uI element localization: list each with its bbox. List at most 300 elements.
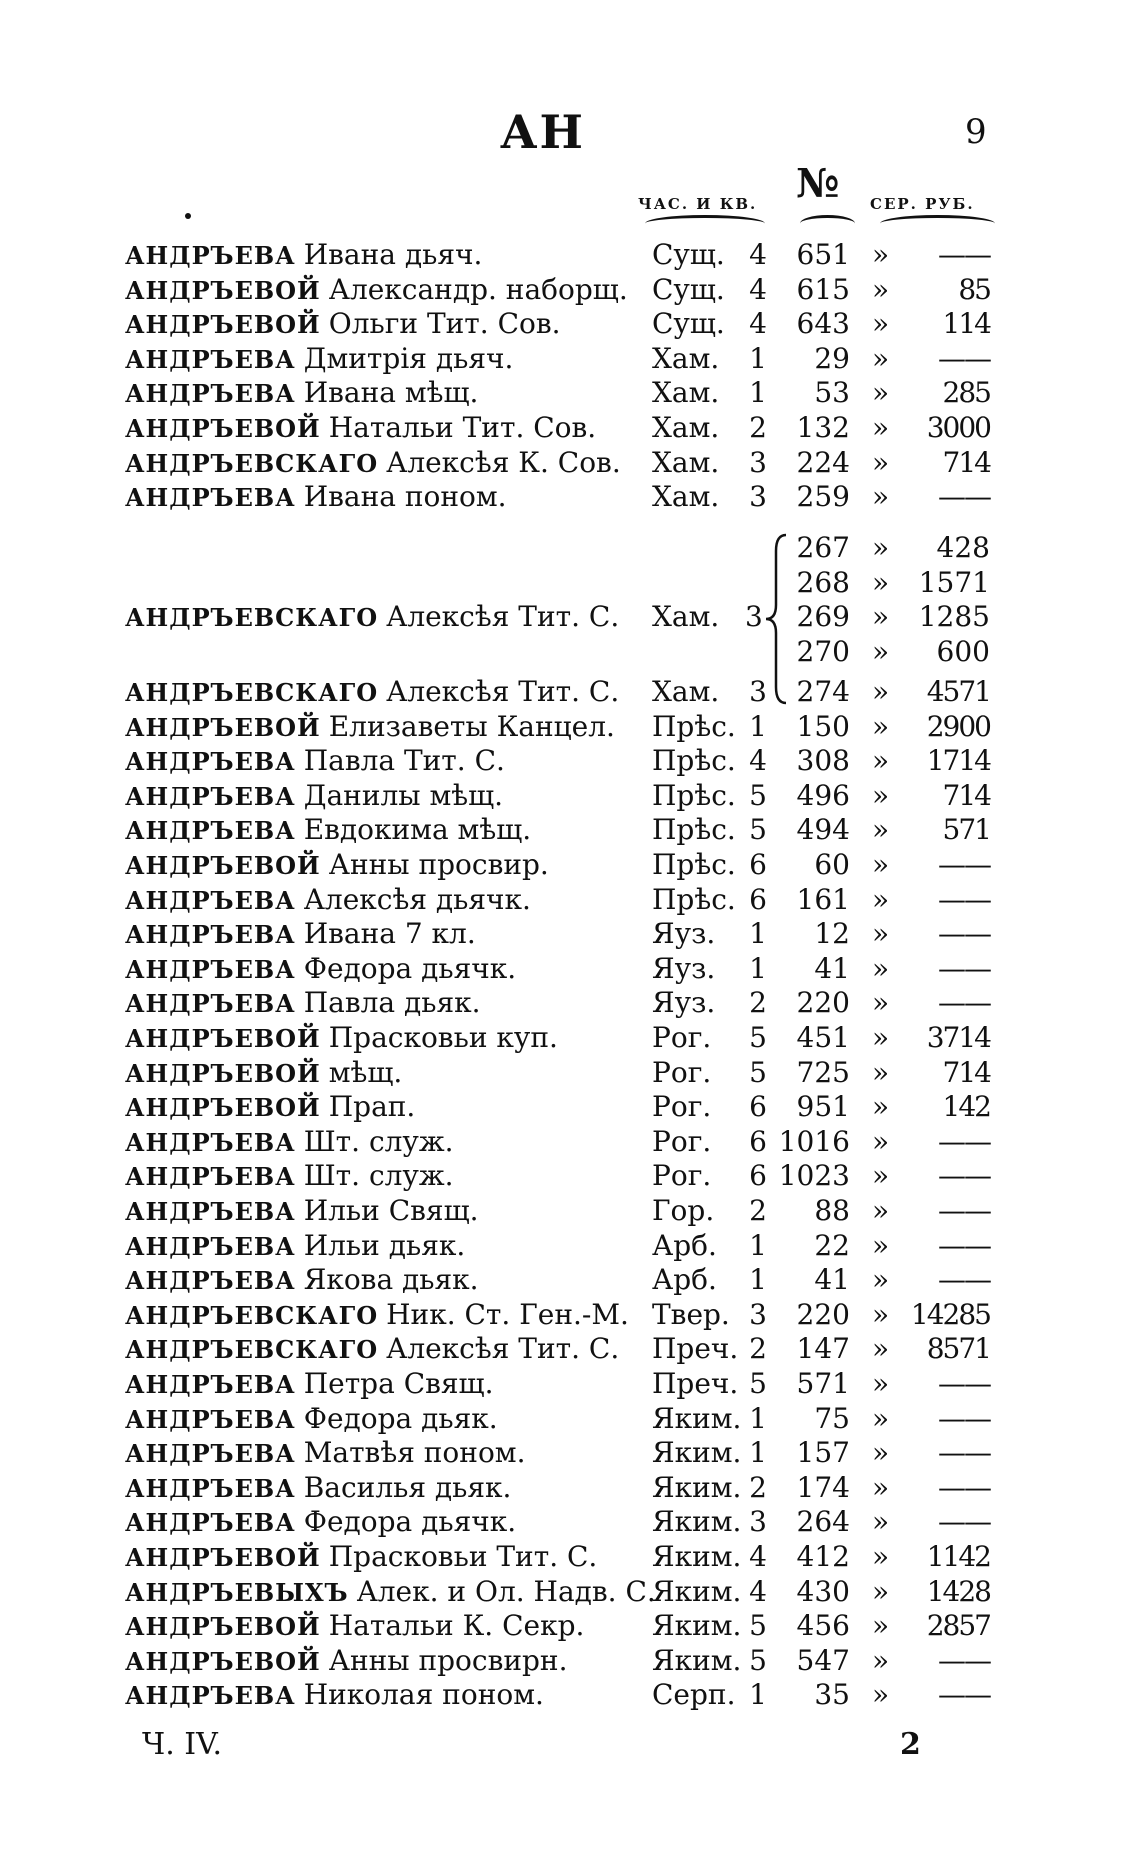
directory-entry	[0, 238, 1140, 272]
entry-ditto-mark: »	[872, 238, 890, 271]
directory-entry	[0, 1056, 1140, 1090]
entry-ditto-mark: »	[872, 1643, 890, 1677]
entry-house-number: 41	[814, 951, 850, 985]
entry-name: Елизаветы Канцел.	[328, 709, 615, 743]
entry-ditto-mark: »	[872, 445, 890, 479]
entry-house-number: 75	[814, 1401, 850, 1435]
entry-surname: АНДРЪЕВА Шт. служ.	[125, 1124, 454, 1158]
directory-entry	[0, 1159, 1140, 1193]
entry-house-number: 951	[796, 1090, 850, 1124]
entry-surname: АНДРЪЕВА Ильи дьяк.	[125, 1228, 466, 1262]
grouped-entry-line	[0, 635, 1140, 669]
entry-surname: АНДРЪЕВА Ивана 7 кл.	[125, 917, 476, 951]
directory-entry	[0, 307, 1140, 341]
entry-quarter: Прѣс.	[652, 813, 736, 847]
entry-surname: АНДРЪЕВА Павла Тит. С.	[125, 744, 505, 778]
entry-ditto-mark: »	[872, 376, 890, 410]
entry-house-number: 35	[814, 1678, 850, 1712]
directory-entry	[0, 1125, 1140, 1159]
entry-silver-amount: ——	[938, 1367, 990, 1400]
entry-name: Дмитрія дьяч.	[303, 341, 514, 375]
entry-name: Петра Свящ.	[303, 1367, 494, 1400]
entry-name: Ивана дьяч.	[303, 238, 483, 271]
directory-entry	[0, 1505, 1140, 1539]
entry-surname: АНДРЪЕВА Николая поном.	[125, 1678, 544, 1712]
entry-surname: АНДРЪЕВА Василья дьяк.	[125, 1470, 512, 1504]
entry-surname: АНДРЪЕВСКАГО Ник. Ст. Ген.-М.	[125, 1297, 629, 1331]
entry-name: Павла дьяк.	[303, 986, 481, 1020]
entry-ditto-mark: »	[872, 480, 890, 514]
entry-ditto-mark: »	[872, 1228, 890, 1262]
entry-quarter: Рог.	[652, 1090, 712, 1124]
entry-surname: АНДРЪЕВОЙ Прасковьи Тит. С.	[125, 1540, 598, 1573]
footer-signature-mark: 2	[900, 1727, 921, 1762]
entry-silver-amount: ——	[938, 1263, 990, 1297]
entry-quarter: Яким.	[652, 1401, 742, 1435]
directory-entry	[0, 1298, 1140, 1332]
entry-surname: АНДРЪЕВА Якова дьяк.	[125, 1263, 479, 1297]
directory-entry	[0, 1021, 1140, 1055]
entry-surname: АНДРЪЕВА Шт. служ.	[125, 1159, 454, 1193]
entry-district: 5	[749, 778, 767, 812]
entry-quarter: Гор.	[652, 1194, 715, 1227]
entry-ditto-mark: »	[872, 1090, 890, 1124]
entry-surname: АНДРЪЕВА Дмитрія дьяч.	[125, 341, 514, 375]
entry-district: 1	[749, 341, 767, 375]
entry-silver-amount: 14285	[910, 1297, 990, 1331]
entry-district: 3	[749, 1297, 767, 1331]
entry-surname: АНДРЪЕВОЙ Елизаветы Канцел.	[125, 709, 615, 743]
entry-quarter: Прѣс.	[652, 882, 736, 916]
entry-house-number: 267	[796, 531, 850, 564]
entry-district: 3	[749, 1505, 767, 1539]
entry-house-number: 220	[796, 1297, 850, 1331]
entry-house-number: 29	[814, 341, 850, 375]
entry-district: 3	[749, 480, 767, 514]
entry-name: Ник. Ст. Ген.-М.	[386, 1297, 629, 1331]
entry-district: 5	[749, 1021, 767, 1054]
entry-silver-amount: 8571	[926, 1332, 990, 1366]
entry-name: Якова дьяк.	[303, 1263, 479, 1297]
entry-name: Алексѣя Тит. С.	[386, 1332, 620, 1366]
entry-house-number: 1023	[778, 1159, 850, 1193]
entry-silver-amount: ——	[938, 1228, 990, 1262]
entry-surname: АНДРЪЕВОЙ Ольги Тит. Сов.	[125, 307, 561, 341]
entry-house-number: 643	[796, 307, 850, 341]
entry-quarter: Рог.	[652, 1124, 712, 1158]
entry-ditto-mark: »	[872, 848, 890, 881]
entry-ditto-mark: »	[872, 1021, 890, 1054]
entry-quarter: Хам.	[652, 376, 720, 410]
entry-ditto-mark: »	[872, 744, 890, 778]
entry-silver-amount: 714	[942, 778, 990, 812]
entry-ditto-mark: »	[872, 1470, 890, 1504]
entry-name: Ивана поном.	[303, 480, 507, 514]
entry-surname: АНДРЪЕВА Ивана поном.	[125, 480, 507, 514]
directory-entry	[0, 883, 1140, 917]
entry-name: Василья дьяк.	[303, 1470, 512, 1504]
entry-silver-amount: 1142	[926, 1540, 990, 1573]
entry-silver-amount: ——	[938, 951, 990, 985]
entry-ditto-mark: »	[872, 882, 890, 916]
entry-silver-amount: 142	[942, 1090, 990, 1124]
entry-silver-amount: ——	[938, 1124, 990, 1158]
entry-name: Матвѣя поном.	[303, 1436, 526, 1470]
entry-district: 6	[749, 1124, 767, 1158]
entry-name: Ильи Свящ.	[303, 1194, 479, 1227]
entry-name: Алексѣя Тит. С.	[386, 600, 620, 633]
directory-entry	[0, 813, 1140, 847]
entry-silver-amount: ——	[938, 480, 990, 514]
entry-ditto-mark: »	[872, 1263, 890, 1297]
entry-district: 1	[749, 951, 767, 985]
entry-district: 2	[749, 1332, 767, 1366]
entry-quarter: Сущ.	[652, 307, 725, 341]
directory-entry	[0, 1194, 1140, 1228]
entry-surname: АНДРЪЕВОЙ Александр. наборщ.	[125, 272, 628, 306]
entry-silver-amount: 571	[942, 813, 990, 847]
entry-silver-amount: 4571	[926, 675, 990, 708]
entry-name: Прасковьи Тит. С.	[328, 1540, 598, 1573]
entry-surname: АНДРЪЕВОЙ Натальи Тит. Сов.	[125, 411, 597, 444]
entry-quarter: Хам.	[652, 445, 720, 479]
header-flourish	[800, 215, 855, 232]
entry-house-number: 157	[796, 1436, 850, 1470]
directory-entry	[0, 342, 1140, 376]
entry-quarter: Рог.	[652, 1021, 712, 1054]
entry-silver-amount: 1571	[918, 565, 990, 599]
entry-silver-amount: 600	[936, 634, 990, 668]
entry-district: 4	[749, 307, 767, 341]
entry-district: 1	[749, 917, 767, 951]
entry-silver-amount: ——	[938, 882, 990, 916]
entry-surname: АНДРЪЕВОЙ Прасковьи куп.	[125, 1021, 558, 1054]
entry-district: 5	[749, 1367, 767, 1400]
entry-silver-amount: ——	[938, 1505, 990, 1539]
grouped-entry-line	[0, 600, 1140, 634]
entry-name: Федора дьячк.	[303, 1505, 517, 1539]
entry-name: Павла Тит. С.	[303, 744, 505, 778]
directory-entry	[0, 675, 1140, 709]
directory-entry	[0, 1609, 1140, 1643]
entry-ditto-mark: »	[872, 307, 890, 341]
entry-quarter: Яким.	[652, 1505, 742, 1539]
entry-silver-amount: 114	[942, 307, 990, 341]
entry-name: Натальи К. Секр.	[328, 1609, 585, 1643]
entry-name: Ильи дьяк.	[303, 1228, 466, 1262]
entry-district: 4	[749, 1574, 767, 1608]
entry-quarter: Хам.	[652, 675, 720, 708]
entry-quarter: Яким.	[652, 1540, 742, 1573]
entry-house-number: 88	[814, 1194, 850, 1227]
entry-house-number: 456	[796, 1609, 850, 1643]
entry-house-number: 725	[796, 1055, 850, 1089]
entry-silver-amount: 2857	[926, 1609, 990, 1643]
entry-district: 4	[749, 744, 767, 778]
column-header-quarter: ЧАС. И КВ.	[638, 195, 758, 213]
entry-house-number: 651	[796, 238, 850, 271]
directory-entry	[0, 1471, 1140, 1505]
entry-surname: АНДРЪЕВОЙ Анны просвирн.	[125, 1643, 568, 1677]
entry-quarter: Хам.	[652, 411, 720, 444]
grouped-entry-line	[0, 531, 1140, 565]
entry-district: 4	[749, 1540, 767, 1573]
directory-entry	[0, 1644, 1140, 1678]
entry-silver-amount: 1285	[918, 600, 990, 634]
entry-ditto-mark: »	[872, 531, 890, 564]
entry-quarter: Прѣс.	[652, 848, 736, 881]
entry-district: 1	[749, 376, 767, 410]
footer-part-label: Ч. IV.	[142, 1727, 223, 1762]
entry-quarter: Яким.	[652, 1574, 742, 1608]
entry-house-number: 224	[796, 445, 850, 479]
entry-district: 5	[749, 1609, 767, 1643]
entry-silver-amount: ——	[938, 1436, 990, 1470]
directory-entry	[0, 1678, 1140, 1712]
entry-house-number: 274	[796, 675, 850, 708]
directory-entry	[0, 848, 1140, 882]
entry-quarter: Рог.	[652, 1159, 712, 1193]
entry-surname: АНДРЪЕВА Ильи Свящ.	[125, 1194, 479, 1227]
entry-quarter: Арб.	[652, 1228, 717, 1262]
entry-quarter: Яким.	[652, 1436, 742, 1470]
column-header-number: №	[796, 160, 840, 207]
page-number: 9	[965, 112, 987, 152]
entry-house-number: 571	[796, 1367, 850, 1400]
entry-name: Анны просвир.	[328, 848, 549, 881]
entry-district: 2	[749, 1470, 767, 1504]
entry-quarter: Прѣс.	[652, 778, 736, 812]
entry-house-number: 430	[796, 1574, 850, 1608]
entry-name: Ивана 7 кл.	[303, 917, 476, 951]
directory-entry	[0, 376, 1140, 410]
entry-district: 3	[749, 675, 767, 708]
header-flourish	[880, 215, 995, 232]
entry-house-number: 259	[796, 480, 850, 514]
entry-quarter: Серп.	[652, 1678, 736, 1712]
entry-ditto-mark: »	[872, 1436, 890, 1470]
entry-district: 5	[749, 813, 767, 847]
entry-silver-amount: ——	[938, 848, 990, 881]
entry-quarter: Яким.	[652, 1470, 742, 1504]
entry-ditto-mark: »	[872, 1678, 890, 1712]
entry-ditto-mark: »	[872, 1124, 890, 1158]
entry-silver-amount: ——	[938, 1643, 990, 1677]
directory-entry	[0, 986, 1140, 1020]
entry-ditto-mark: »	[872, 986, 890, 1020]
entry-name: Федора дьяк.	[303, 1401, 498, 1435]
header-flourish	[645, 215, 765, 232]
entry-silver-amount: 3714	[926, 1021, 990, 1054]
entry-house-number: 174	[796, 1470, 850, 1504]
entry-district: 1	[749, 709, 767, 743]
entry-silver-amount: 2900	[926, 709, 990, 743]
entry-silver-amount: 714	[942, 1055, 990, 1089]
entry-house-number: 264	[796, 1505, 850, 1539]
entry-district: 3	[745, 600, 763, 633]
directory-entry	[0, 273, 1140, 307]
entry-name: мѣщ.	[328, 1055, 403, 1089]
entry-name: Алек. и Ол. Надв. С.	[356, 1574, 656, 1608]
directory-entry	[0, 710, 1140, 744]
entry-ditto-mark: »	[872, 1574, 890, 1608]
entry-district: 3	[749, 445, 767, 479]
entry-quarter: Арб.	[652, 1263, 717, 1297]
entry-name: Ольги Тит. Сов.	[328, 307, 561, 341]
entry-surname: АНДРЪЕВА Павла дьяк.	[125, 986, 481, 1020]
entry-quarter: Яким.	[652, 1643, 742, 1677]
entry-quarter: Хам.	[652, 480, 720, 514]
entry-ditto-mark: »	[872, 600, 890, 634]
entry-house-number: 269	[796, 600, 850, 634]
entry-name: Анны просвирн.	[328, 1643, 568, 1677]
entry-district: 2	[749, 411, 767, 444]
directory-entry	[0, 779, 1140, 813]
directory-entry	[0, 952, 1140, 986]
entry-district: 6	[749, 848, 767, 881]
entry-district: 1	[749, 1678, 767, 1712]
directory-entry	[0, 446, 1140, 480]
entry-name: Евдокима мѣщ.	[303, 813, 532, 847]
entry-quarter: Твер.	[652, 1297, 730, 1331]
entry-ditto-mark: »	[872, 1159, 890, 1193]
entry-name: Шт. служ.	[303, 1124, 454, 1158]
entry-district: 5	[749, 1643, 767, 1677]
entry-name: Шт. служ.	[303, 1159, 454, 1193]
entry-silver-amount: ——	[938, 986, 990, 1020]
entry-quarter: Яуз.	[652, 917, 716, 951]
entry-name: Алексѣя Тит. С.	[386, 675, 620, 708]
entry-name: Алексѣя дьячк.	[303, 882, 531, 916]
directory-entry	[0, 1540, 1140, 1574]
entry-name: Прасковьи куп.	[328, 1021, 558, 1054]
entry-surname: АНДРЪЕВА Петра Свящ.	[125, 1367, 494, 1400]
entry-quarter: Прѣс.	[652, 744, 736, 778]
entry-name: Натальи Тит. Сов.	[328, 411, 597, 444]
entry-name: Данилы мѣщ.	[303, 778, 504, 812]
entry-house-number: 41	[814, 1263, 850, 1297]
entry-name: Федора дьячк.	[303, 951, 517, 985]
directory-entry	[0, 744, 1140, 778]
entry-house-number: 451	[796, 1021, 850, 1054]
directory-entry	[0, 1263, 1140, 1297]
entry-district: 6	[749, 1159, 767, 1193]
entry-ditto-mark: »	[872, 1367, 890, 1400]
entry-ditto-mark: »	[872, 675, 890, 708]
entry-name: Ивана мѣщ.	[303, 376, 479, 410]
entry-quarter: Сущ.	[652, 238, 725, 271]
entry-quarter: Преч.	[652, 1367, 739, 1400]
entry-quarter: Хам.	[652, 341, 720, 375]
entry-surname: АНДРЪЕВА Ивана мѣщ.	[125, 376, 479, 410]
entry-surname: АНДРЪЕВА Федора дьячк.	[125, 951, 517, 985]
entry-house-number: 60	[814, 848, 850, 881]
entry-ditto-mark: »	[872, 1297, 890, 1331]
entry-house-number: 308	[796, 744, 850, 778]
entry-house-number: 547	[796, 1643, 850, 1677]
entry-district: 2	[749, 986, 767, 1020]
entry-quarter: Преч.	[652, 1332, 739, 1366]
entry-house-number: 268	[796, 565, 850, 599]
entry-surname: АНДРЪЕВА Федора дьячк.	[125, 1505, 517, 1539]
entry-silver-amount: 285	[942, 376, 990, 410]
directory-entry	[0, 917, 1140, 951]
entry-district: 6	[749, 1090, 767, 1124]
entry-ditto-mark: »	[872, 778, 890, 812]
entry-silver-amount: ——	[938, 1678, 990, 1712]
directory-entry	[0, 480, 1140, 514]
entry-quarter: Рог.	[652, 1055, 712, 1089]
entry-house-number: 1016	[778, 1124, 850, 1158]
entry-silver-amount: 3000	[926, 411, 990, 444]
entry-ditto-mark: »	[872, 1055, 890, 1089]
entry-name: Прап.	[328, 1090, 416, 1124]
entry-silver-amount: 85	[958, 272, 990, 306]
directory-entry	[0, 1090, 1140, 1124]
entry-house-number: 496	[796, 778, 850, 812]
entry-surname: АНДРЪЕВСКАГО Алексѣя Тит. С.	[125, 600, 620, 633]
entry-house-number: 615	[796, 272, 850, 306]
entry-house-number: 412	[796, 1540, 850, 1573]
entry-surname: АНДРЪЕВОЙ Анны просвир.	[125, 848, 549, 881]
entry-ditto-mark: »	[872, 1194, 890, 1227]
entry-ditto-mark: »	[872, 709, 890, 743]
entry-house-number: 270	[796, 634, 850, 668]
entry-ditto-mark: »	[872, 917, 890, 951]
directory-entry	[0, 1575, 1140, 1609]
entry-silver-amount: 1714	[926, 744, 990, 778]
entry-district: 1	[749, 1401, 767, 1435]
entry-ditto-mark: »	[872, 951, 890, 985]
entry-surname: АНДРЪЕВОЙ Прап.	[125, 1090, 416, 1124]
entry-ditto-mark: »	[872, 565, 890, 599]
entry-house-number: 494	[796, 813, 850, 847]
entry-ditto-mark: »	[872, 634, 890, 668]
entry-district: 4	[749, 238, 767, 271]
entry-name: Алексѣя К. Сов.	[386, 445, 621, 479]
entry-quarter: Яким.	[652, 1609, 742, 1643]
directory-entry	[0, 1402, 1140, 1436]
entry-quarter: Яуз.	[652, 986, 716, 1020]
entry-ditto-mark: »	[872, 411, 890, 444]
entry-house-number: 147	[796, 1332, 850, 1366]
directory-entry	[0, 1436, 1140, 1470]
entry-ditto-mark: »	[872, 1401, 890, 1435]
entry-house-number: 12	[814, 917, 850, 951]
entry-surname: АНДРЪЕВА Евдокима мѣщ.	[125, 813, 532, 847]
entry-house-number: 22	[814, 1228, 850, 1262]
entry-ditto-mark: »	[872, 1540, 890, 1573]
entry-surname: АНДРЪЕВЫХЪ Алек. и Ол. Надв. С.	[125, 1574, 656, 1608]
entry-silver-amount: ——	[938, 1194, 990, 1227]
entry-house-number: 132	[796, 411, 850, 444]
entry-surname: АНДРЪЕВОЙ мѣщ.	[125, 1055, 403, 1089]
entry-house-number: 53	[814, 376, 850, 410]
entry-silver-amount: 714	[942, 445, 990, 479]
entry-quarter: Хам.	[652, 600, 720, 633]
entry-surname: АНДРЪЕВА Матвѣя поном.	[125, 1436, 526, 1470]
entry-district: 2	[749, 1194, 767, 1227]
entry-silver-amount: ——	[938, 238, 990, 271]
entry-district: 4	[749, 272, 767, 306]
entry-silver-amount: ——	[938, 917, 990, 951]
entry-silver-amount: ——	[938, 1470, 990, 1504]
directory-entry	[0, 1367, 1140, 1401]
entry-surname: АНДРЪЕВОЙ Натальи К. Секр.	[125, 1609, 585, 1643]
entry-surname: АНДРЪЕВА Алексѣя дьячк.	[125, 882, 531, 916]
bullet-dot	[185, 213, 191, 219]
entry-ditto-mark: »	[872, 1505, 890, 1539]
